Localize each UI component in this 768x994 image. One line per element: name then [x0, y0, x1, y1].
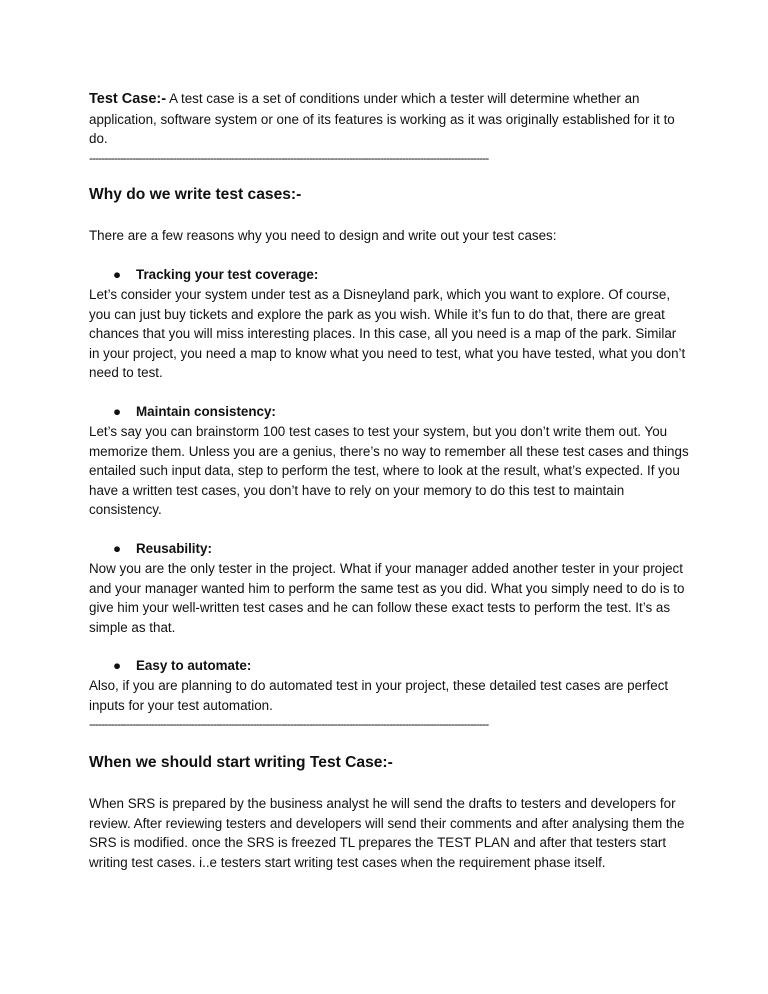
heading-when-start-writing: When we should start writing Test Case:- — [89, 754, 393, 772]
why-lead-paragraph: There are a few reasons why you need to design and write out your test cases: — [89, 228, 557, 244]
document-page — [89, 89, 689, 872]
intro-text: A test case is a set of conditions under which a tester will determine whether an application, software system or one of its features is working as it was originally established for it to do. — [89, 91, 675, 147]
heading-why-write-test-cases: Why do we write test cases:- — [89, 186, 302, 204]
bullet-title: Tracking your test coverage: — [136, 266, 319, 282]
bullet-body-automate: Also, if you are planning to do automated test in your project, these detailed test cases are perfect inputs for your test automation. — [89, 678, 669, 713]
separator-line: --------------------------------------------------------------------------------------------------------------------------------- — [89, 150, 489, 165]
bullet-title: Maintain consistency: — [136, 403, 276, 419]
bullet-icon: ● — [113, 403, 122, 419]
bullet-heading-tracking — [89, 264, 689, 285]
bullet-body-tracking: Let’s consider your system under test as a Disneyland park, which you want to explore. Of course, you can just buy tickets and explore the park as you wish. While it’s fun to do that, there are great chances that you will miss interesting places. In this case, all you need is a map of the park. Similar in your project, you need a map to know what you need to test, what you have tested, what you don’t need to test. — [89, 286, 686, 381]
when-body-paragraph: When SRS is prepared by the business analyst he will send the drafts to testers and developers for review. After reviewing testers and developers will send their comments and after analysing them the SRS is modified. once the SRS is freezed TL prepares the TEST PLAN and after that testers start writing test cases. i..e testers start writing test cases when the requirement phase itself. — [89, 796, 685, 870]
bullet-title: Easy to automate: — [136, 658, 252, 674]
bullet-icon: ● — [113, 540, 122, 556]
bullet-icon: ● — [113, 266, 122, 282]
bullet-body-reusability: Now you are the only tester in the project. What if your manager added another tester in your project and your manager wanted him to perform the same test as you did. What you simply need to do is to give him your well-written test cases and he can follow these exact tests to perform the test. It’s as simple as that. — [89, 560, 685, 635]
separator-line: --------------------------------------------------------------------------------------------------------------------------------- — [89, 717, 489, 732]
bullet-title: Reusability: — [136, 540, 212, 556]
bullet-heading-consistency — [89, 401, 689, 422]
bullet-heading-reusability — [89, 538, 689, 559]
bullet-heading-automate — [89, 655, 689, 676]
bullet-icon: ● — [113, 658, 122, 674]
intro-label: Test Case:- — [89, 91, 167, 107]
bullet-body-consistency: Let’s say you can brainstorm 100 test cases to test your system, but you don’t write them out. You memorize them. Unless you are a genius, there’s no way to remember all these test cases and things entailed such input data, step to perform the test, where to look at the result, what’s expected. If you have a written test cases, you don’t have to rely on your memory to do this test to maintain consistency. — [89, 423, 689, 518]
intro-paragraph — [89, 89, 689, 149]
